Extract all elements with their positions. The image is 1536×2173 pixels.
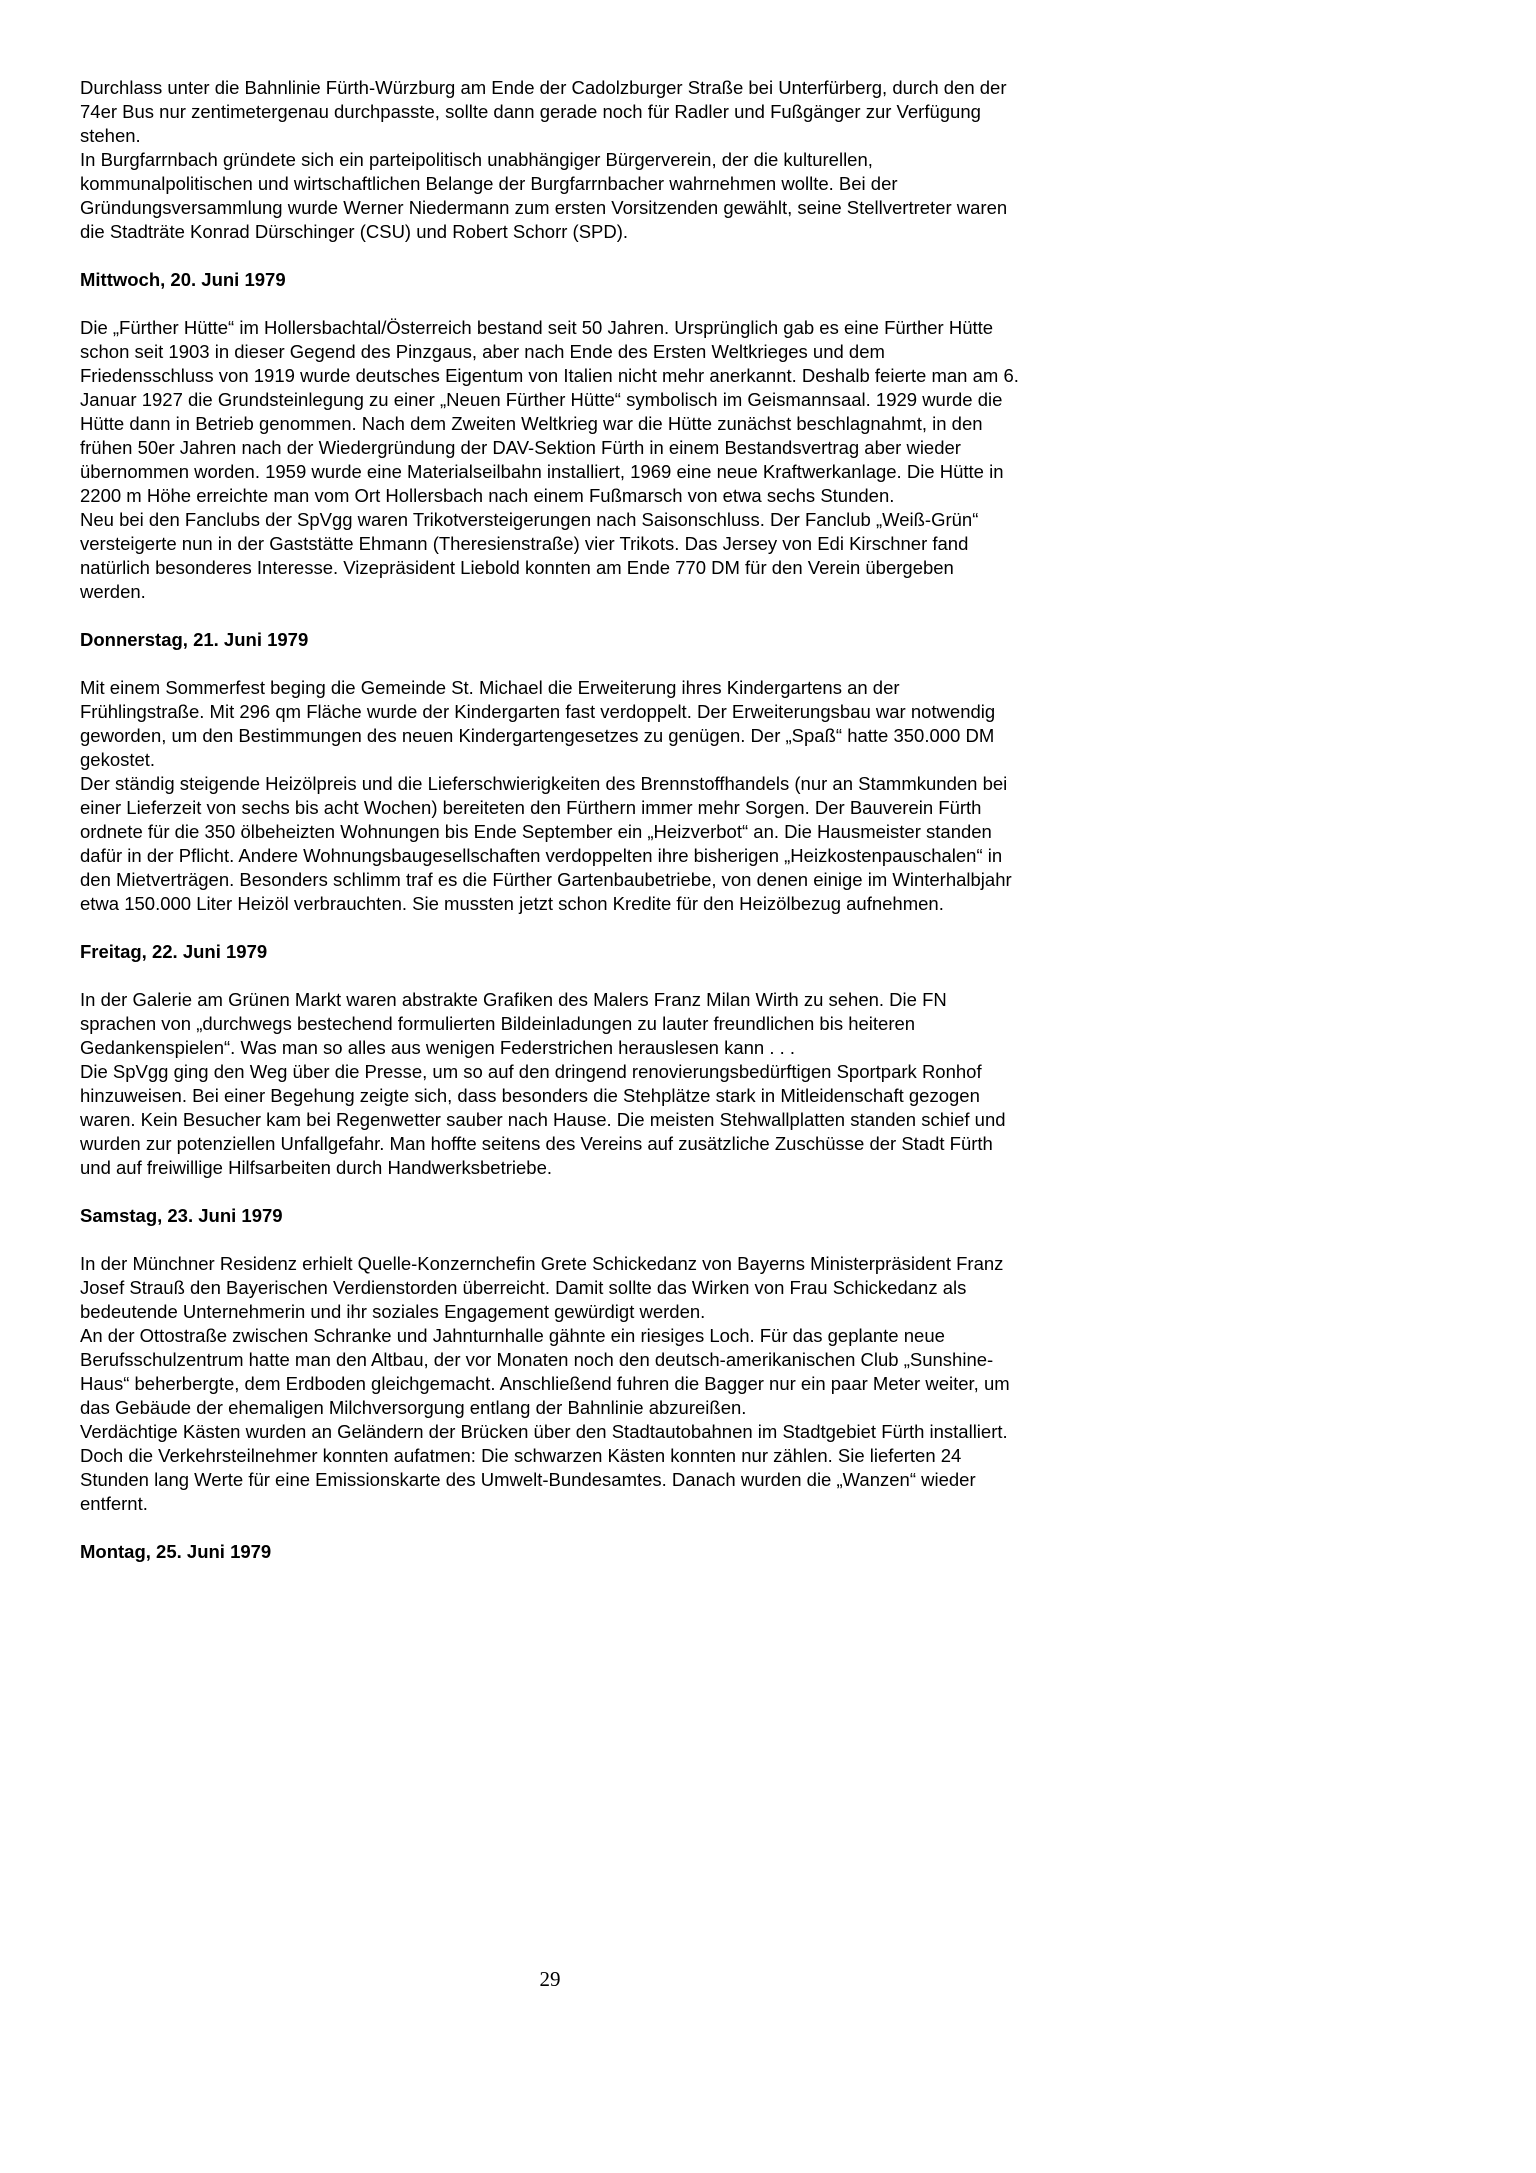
paragraph: Der ständig steigende Heizölpreis und die Lieferschwierigkeiten des Brennstoffhandels (nur an Stammkunden bei einer Lieferzeit von sechs bis acht Wochen) bereiteten den Fürthern immer mehr Sorgen. Der Bauverein Fürth ordnete für die 350 ölbeheizten Wohnungen bis Ende September ein „Heizverbot“ an. Die Hausmeister standen dafür in der Pflicht. Andere Wohnungsbaugesellschaften verdoppelten ihre bisherigen „Heizkostenpauschalen“ in den Mietverträgen. Besonders schlimm traf es die Fürther Gartenbaubetriebe, von denen einige im Winterhalbjahr etwa 150.000 Liter Heizöl verbrauchten. Sie mussten jetzt schon Kredite für den Heizölbezug aufnehmen. bbox=[80, 773, 1012, 914]
page-number: 29 bbox=[539, 1967, 561, 1991]
paragraph: Durchlass unter die Bahnlinie Fürth-Würzburg am Ende der Cadolzburger Straße bei Unterfürberg, durch den der 74er Bus nur zentimetergenau durchpasste, sollte dann gerade noch für Radler und Fußgänger zur Verfügung stehen. bbox=[80, 77, 1007, 146]
day-heading: Samstag, 23. Juni 1979 bbox=[80, 1205, 283, 1226]
day-heading: Donnerstag, 21. Juni 1979 bbox=[80, 629, 309, 650]
paragraph: Die „Fürther Hütte“ im Hollersbachtal/Österreich bestand seit 50 Jahren. Ursprünglich gab es eine Fürther Hütte schon seit 1903 in dieser Gegend des Pinzgaus, aber nach Ende des Ersten Weltkrieges und dem Friedensschluss von 1919 wurde deutsches Eigentum von Italien nicht mehr anerkannt. Deshalb feierte man am 6. Januar 1927 die Grundsteinlegung zu einer „Neuen Fürther Hütte“ symbolisch im Geismannsaal. 1929 wurde die Hütte dann in Betrieb genommen. Nach dem Zweiten Weltkrieg war die Hütte zunächst beschlagnahmt, in den frühen 50er Jahren nach der Wiedergründung der DAV-Sektion Fürth in einem Bestandsvertrag aber wieder übernommen worden. 1959 wurde eine Materialseilbahn installiert, 1969 eine neue Kraftwerkanlage. Die Hütte in 2200 m Höhe erreichte man vom Ort Hollersbach nach einem Fußmarsch von etwa sechs Stunden. bbox=[80, 317, 1019, 506]
paragraph: In Burgfarrnbach gründete sich ein parteipolitisch unabhängiger Bürgerverein, der die kulturellen, kommunalpolitischen und wirtschaftlichen Belange der Burgfarrnbacher wahrnehmen wollte. Bei der Gründungsversammlung wurde Werner Niedermann zum ersten Vorsitzenden gewählt, seine Stellvertreter waren die Stadträte Konrad Dürschinger (CSU) und Robert Schorr (SPD). bbox=[80, 149, 1008, 242]
paragraph: Verdächtige Kästen wurden an Geländern der Brücken über den Stadtautobahnen im Stadtgebiet Fürth installiert. Doch die Verkehrsteilnehmer konnten aufatmen: Die schwarzen Kästen konnten nur zählen. Sie lieferten 24 Stunden lang Werte für eine Emissionskarte des Umwelt-Bundesamtes. Danach wurden die „Wanzen“ wieder entfernt. bbox=[80, 1421, 1008, 1514]
paragraph: An der Ottostraße zwischen Schranke und Jahnturnhalle gähnte ein riesiges Loch. Für das geplante neue Berufsschulzentrum hatte man den Altbau, der vor Monaten noch den deutsch-amerikanischen Club „Sunshine-Haus“ beherbergte, dem Erdboden gleichgemacht. Anschließend fuhren die Bagger nur ein paar Meter weiter, um das Gebäude der ehemaligen Milchversorgung entlang der Bahnlinie abzureißen. bbox=[80, 1325, 1010, 1418]
day-heading: Freitag, 22. Juni 1979 bbox=[80, 941, 268, 962]
paragraph: In der Galerie am Grünen Markt waren abstrakte Grafiken des Malers Franz Milan Wirth zu sehen. Die FN sprachen von „durchwegs bestechend formulierten Bildeinladungen zu lauter freundlichen bis heiteren Gedankenspielen“. Was man so alles aus wenigen Federstrichen herauslesen kann . . . bbox=[80, 989, 947, 1058]
day-heading: Mittwoch, 20. Juni 1979 bbox=[80, 269, 286, 290]
paragraph: Mit einem Sommerfest beging die Gemeinde St. Michael die Erweiterung ihres Kindergartens an der Frühlingstraße. Mit 296 qm Fläche wurde der Kindergarten fast verdoppelt. Der Erweiterungsbau war notwendig geworden, um den Bestimmungen des neuen Kindergartengesetzes zu genügen. Der „Spaß“ hatte 350.000 DM gekostet. bbox=[80, 677, 996, 770]
paragraph: Neu bei den Fanclubs der SpVgg waren Trikotversteigerungen nach Saisonschluss. Der Fanclub „Weiß-Grün“ versteigerte nun in der Gaststätte Ehmann (Theresienstraße) vier Trikots. Das Jersey von Edi Kirschner fand natürlich besonderes Interesse. Vizepräsident Liebold konnten am Ende 770 DM für den Verein übergeben werden. bbox=[80, 509, 979, 602]
paragraph: In der Münchner Residenz erhielt Quelle-Konzernchefin Grete Schickedanz von Bayerns Ministerpräsident Franz Josef Strauß den Bayerischen Verdienstorden überreicht. Damit sollte das Wirken von Frau Schickedanz als bedeutende Unternehmerin und ihr soziales Engagement gewürdigt werden. bbox=[80, 1253, 1004, 1322]
day-heading: Montag, 25. Juni 1979 bbox=[80, 1541, 272, 1562]
page-content bbox=[80, 76, 1020, 1588]
paragraph: Die SpVgg ging den Weg über die Presse, um so auf den dringend renovierungsbedürftigen Sportpark Ronhof hinzuweisen. Bei einer Begehung zeigte sich, dass besonders die Stehplätze stark in Mitleidenschaft gezogen waren. Kein Besucher kam bei Regenwetter sauber nach Hause. Die meisten Stehwallplatten standen schief und wurden zur potenziellen Unfallgefahr. Man hoffte seitens des Vereins auf zusätzliche Zuschüsse der Stadt Fürth und auf freiwillige Hilfsarbeiten durch Handwerksbetriebe. bbox=[80, 1061, 1006, 1178]
